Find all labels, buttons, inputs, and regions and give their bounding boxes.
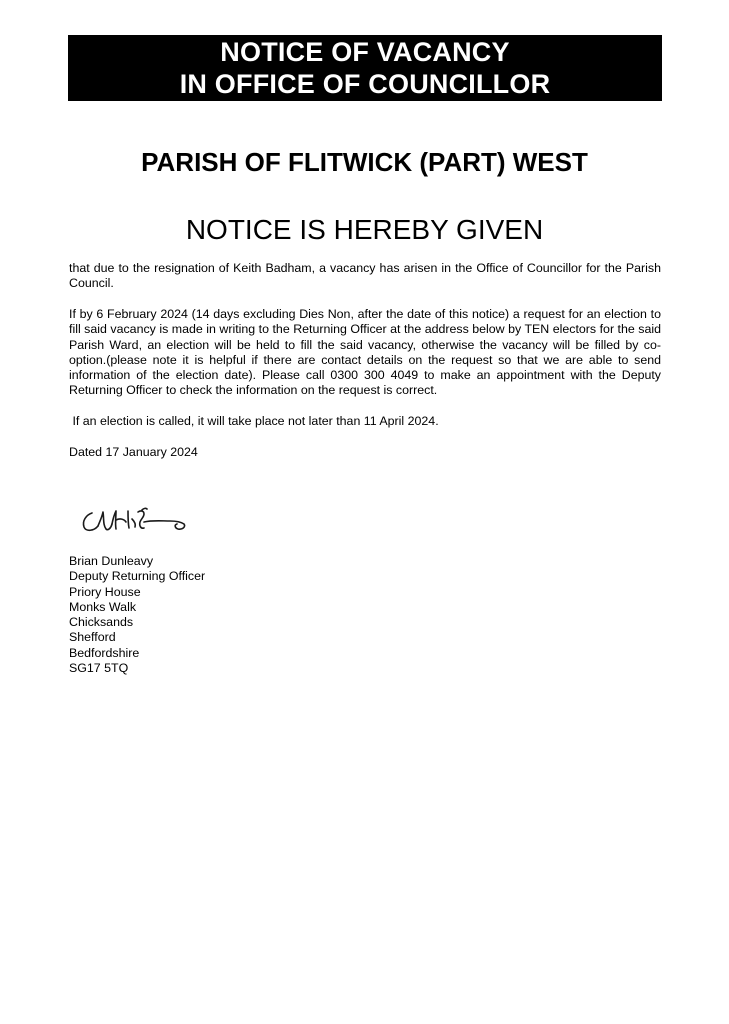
dated-line: Dated 17 January 2024 bbox=[69, 445, 198, 459]
parish-title: PARISH OF FLITWICK (PART) WEST bbox=[141, 147, 588, 177]
signatory-name: Brian Dunleavy bbox=[69, 554, 154, 568]
address-line: Bedfordshire bbox=[69, 645, 140, 660]
signatory-block bbox=[69, 554, 369, 676]
election-request-paragraph: If by 6 February 2024 (14 days excluding Dies Non, after the date of this notice) a request for an election to fill said vacancy is made in writing to the Returning Officer at the address below by TEN electors for the said Parish Ward, an election will be held to fill the said vacancy, otherwise the vacancy will be filled by co-option.(please note it is helpful if there are contact details on the request so that we are able to send information of the election date). Please call 0300 300 4049 to make an appointment with the Deputy Returning Officer to check the information on the request is correct. bbox=[69, 307, 661, 398]
election-date-paragraph: If an election is called, it will take place not later than 11 April 2024. bbox=[69, 414, 439, 428]
signatory-role: Deputy Returning Officer bbox=[69, 569, 206, 584]
address-postcode: SG17 5TQ bbox=[69, 661, 129, 676]
address-line: Chicksands bbox=[69, 615, 134, 630]
header-banner bbox=[68, 35, 662, 101]
resignation-paragraph: that due to the resignation of Keith Badham, a vacancy has arisen in the Office of Councillor for the Parish Council. bbox=[69, 261, 661, 291]
address-line: Monks Walk bbox=[69, 599, 137, 614]
notice-heading: NOTICE IS HEREBY GIVEN bbox=[185, 214, 544, 245]
address-line: Priory House bbox=[69, 584, 141, 599]
handwritten-signature bbox=[78, 497, 203, 539]
banner-line-1: NOTICE OF VACANCY bbox=[220, 37, 510, 67]
banner-line-2: IN OFFICE OF COUNCILLOR bbox=[179, 69, 551, 99]
address-line: Shefford bbox=[69, 630, 116, 645]
